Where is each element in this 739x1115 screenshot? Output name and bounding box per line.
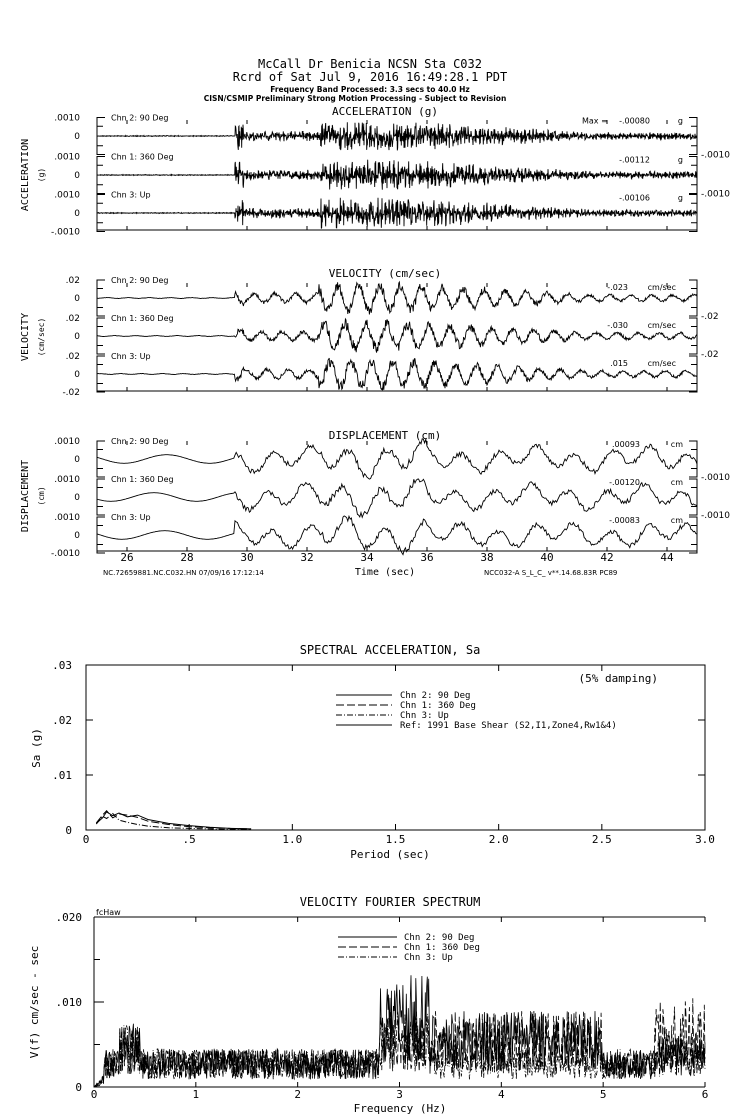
channel-max-value: -.030 (607, 320, 628, 330)
max-label: Max = (582, 116, 608, 126)
fourier-xtick-label: 4 (498, 1088, 505, 1101)
ytick-label: -.02 (701, 350, 719, 361)
footer-record-id: NC.72659881.NC.C032.HN 07/09/16 17:12:14 (103, 569, 264, 577)
fourier-corner-label: fcHaw (96, 908, 121, 917)
channel-label: Chn 1: 360 Deg (111, 152, 174, 162)
fourier-legend-label: Chn 1: 360 Deg (404, 943, 480, 953)
ytick-label: -.02 (701, 312, 719, 323)
channel-max-unit: cm (670, 439, 683, 449)
fourier-xtick-label: 0 (90, 1088, 98, 1101)
waveform-trace (97, 160, 697, 190)
header-record: Rcrd of Sat Jul 9, 2016 16:49:28.1 PDT (232, 70, 508, 84)
fourier-ytick-label: .020 (55, 911, 82, 924)
fourier-legend-label: Chn 2: 90 Deg (404, 933, 475, 943)
channel-max-value: -.00112 (619, 155, 650, 165)
ytick-label: -.0010 (50, 549, 80, 560)
channel-label: Chn 2: 90 Deg (111, 275, 169, 285)
sa-legend-label: Chn 1: 360 Deg (400, 701, 476, 711)
channel-label: Chn 2: 90 Deg (111, 436, 169, 446)
sa-ytick-label: .03 (52, 659, 72, 672)
channel-frame-right (689, 517, 697, 553)
waveform-trace (97, 122, 697, 150)
channel-label: Chn 1: 360 Deg (111, 474, 174, 484)
ytick-label: .0010 (54, 512, 80, 523)
panel-title: DISPLACEMENT (cm) (328, 429, 442, 442)
xtick-label: 36 (420, 551, 434, 564)
sa-legend-label: Chn 2: 90 Deg (400, 691, 471, 701)
panel-ylabel: DISPLACEMENT (20, 459, 31, 533)
ytick-label: 0 (74, 370, 80, 380)
fourier-ytick-label: 0 (75, 1081, 82, 1094)
channel-max-value: -.023 (607, 282, 628, 292)
fourier-title: VELOCITY FOURIER SPECTRUM (299, 895, 481, 909)
ytick-label: .02 (65, 313, 80, 324)
ytick-label: .0010 (54, 113, 80, 124)
panel-title: ACCELERATION (g) (332, 105, 438, 118)
channel-max-value: .015 (610, 358, 628, 368)
fourier-xtick-label: 2 (294, 1088, 301, 1101)
header-band: Frequency Band Processed: 3.3 secs to 40.0 Hz (270, 85, 470, 94)
ytick-label: 0 (74, 294, 80, 304)
xtick-label: 42 (600, 551, 614, 564)
ytick-label: -.0010 (701, 473, 731, 484)
sa-xtick-label: 1.5 (385, 833, 406, 846)
panel-yunit: (cm) (37, 486, 46, 506)
ytick-label: .0010 (54, 152, 80, 163)
sa-frame (86, 665, 705, 830)
ytick-label: 0 (74, 531, 80, 541)
xtick-label: 34 (360, 551, 374, 564)
ytick-label: -.0010 (701, 189, 731, 200)
panel-yunit: (cm/sec) (37, 317, 46, 357)
channel-max-value: -.00083 (609, 515, 640, 525)
ytick-label: -.0010 (701, 150, 731, 161)
sa-xtick-label: 1.0 (282, 833, 303, 846)
ytick-label: 0 (74, 455, 80, 465)
sa-y-axis-title: Sa (g) (30, 728, 43, 768)
xtick-label: 44 (660, 551, 674, 564)
channel-frame-left (97, 479, 105, 515)
xtick-label: 40 (540, 551, 554, 564)
xtick-label: 28 (180, 551, 194, 564)
channel-label: Chn 2: 90 Deg (111, 113, 169, 123)
channel-label: Chn 3: Up (111, 512, 151, 522)
channel-frame-right (689, 356, 697, 392)
channel-max-unit: g (677, 116, 683, 126)
fourier-xtick-label: 6 (701, 1088, 709, 1101)
sa-x-axis-title: Period (sec) (350, 848, 430, 861)
ytick-label: 0 (74, 132, 80, 142)
sa-xtick-label: 2.5 (591, 833, 612, 846)
waveform-trace (97, 479, 697, 517)
ytick-label: 0 (74, 209, 80, 219)
channel-label: Chn 3: Up (111, 351, 151, 361)
sa-xtick-label: .5 (182, 833, 196, 846)
sa-xtick-label: 0 (82, 833, 90, 846)
panel-yunit: (g) (37, 167, 46, 183)
channel-max-unit: cm (670, 477, 683, 487)
sa-legend-label: Chn 3: Up (400, 711, 449, 721)
x-axis-title: Time (sec) (354, 567, 416, 578)
footer-processing-id: NCC032-A S_L_C_ v**.14.68.83R PC89 (484, 569, 618, 577)
ytick-label: .0010 (54, 190, 80, 201)
ytick-label: .02 (65, 351, 80, 362)
ytick-label: 0 (74, 171, 80, 181)
fourier-legend-label: Chn 3: Up (404, 953, 453, 963)
ytick-label: .0010 (54, 436, 80, 447)
fourier-y-axis-title: V(f) cm/sec - sec (28, 945, 41, 1059)
damping-note: (5% damping) (578, 672, 658, 685)
channel-max-unit: cm (670, 515, 683, 525)
ytick-label: .0010 (54, 474, 80, 485)
channel-max-value: .00093 (612, 439, 640, 449)
header-disclaimer: CISN/CSMIP Preliminary Strong Motion Processing - Subject to Revision (203, 94, 507, 103)
header-station: McCall Dr Benicia NCSN Sta C032 (258, 57, 482, 71)
panel-ylabel: VELOCITY (20, 312, 31, 362)
channel-max-unit: g (677, 155, 683, 165)
ytick-label: .02 (65, 275, 80, 286)
channel-max-value: -.00080 (619, 116, 650, 126)
ytick-label: -.02 (62, 388, 80, 399)
fourier-ytick-label: .010 (55, 996, 82, 1009)
channel-max-unit: g (677, 193, 683, 203)
sa-ytick-label: 0 (65, 824, 72, 837)
sa-xtick-label: 3.0 (695, 833, 715, 846)
channel-max-unit: cm/sec (647, 358, 676, 368)
channel-label: Chn 3: Up (111, 190, 151, 200)
sa-ytick-label: .01 (52, 769, 72, 782)
sa-title: SPECTRAL ACCELERATION, Sa (299, 643, 481, 657)
sa-legend-label: Ref: 1991 Base Shear (S2,I1,Zone4,Rw1&4) (400, 721, 617, 731)
channel-label: Chn 1: 360 Deg (111, 313, 174, 323)
xtick-label: 26 (120, 551, 134, 564)
sa-series-line (96, 814, 251, 830)
fourier-xtick-label: 5 (599, 1088, 607, 1101)
fourier-xtick-label: 1 (192, 1088, 200, 1101)
sa-xtick-label: 2.0 (488, 833, 509, 846)
xtick-label: 32 (300, 551, 314, 564)
channel-frame-right (689, 441, 697, 477)
fourier-xtick-label: 3 (396, 1088, 403, 1101)
channel-max-unit: cm/sec (647, 282, 676, 292)
ytick-label: 0 (74, 493, 80, 503)
xtick-label: 38 (480, 551, 494, 564)
panel-title: VELOCITY (cm/sec) (328, 267, 442, 280)
sa-ytick-label: .02 (52, 714, 72, 727)
waveform-trace (97, 358, 697, 390)
channel-max-value: -.00120 (609, 477, 640, 487)
channel-frame-right (689, 479, 697, 515)
panel-ylabel: ACCELERATION (20, 138, 31, 212)
fourier-x-axis-title: Frequency (Hz) (353, 1102, 447, 1115)
ytick-label: 0 (74, 332, 80, 342)
fourier-series-line (94, 1012, 705, 1087)
channel-max-unit: cm/sec (647, 320, 676, 330)
ytick-label: -.0010 (701, 511, 731, 522)
xtick-label: 30 (240, 551, 254, 564)
waveform-trace (97, 198, 697, 229)
channel-frame-right (689, 280, 697, 316)
channel-max-value: -.00106 (619, 193, 650, 203)
ytick-label: -.0010 (50, 227, 80, 238)
